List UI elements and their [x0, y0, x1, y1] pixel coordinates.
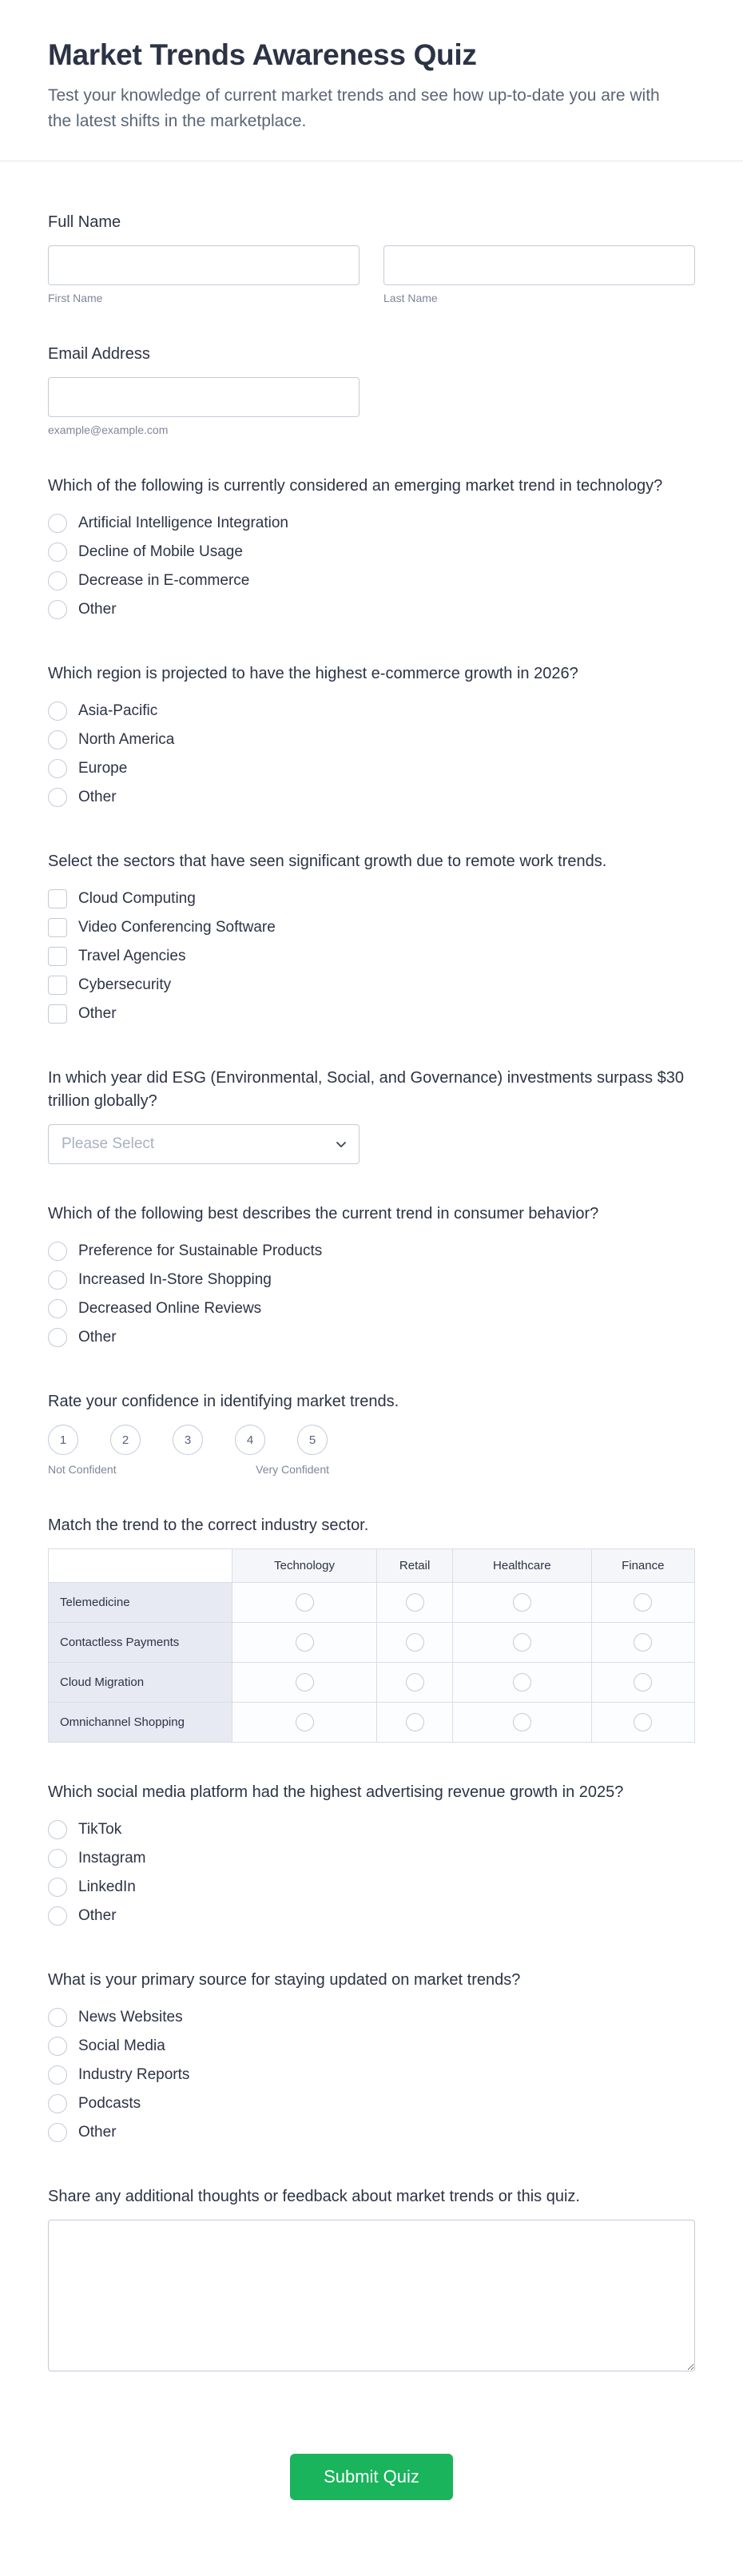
last-name-input[interactable]: [383, 245, 695, 285]
tech-trend-label: Which of the following is currently considered an emerging market trend in technology?: [48, 477, 663, 495]
radio-option[interactable]: [48, 754, 695, 783]
radio-option[interactable]: [48, 1294, 695, 1323]
radio-option[interactable]: [48, 509, 695, 538]
matrix-radio[interactable]: [513, 1593, 531, 1612]
question-ecommerce-region: [48, 662, 695, 812]
matrix-radio[interactable]: [406, 1593, 424, 1612]
radio-button[interactable]: [48, 1906, 67, 1926]
remote-sectors-label: Select the sectors that have seen significant growth due to remote work trends.: [48, 853, 607, 870]
matrix-cell[interactable]: [591, 1703, 694, 1743]
radio-option[interactable]: [48, 1873, 695, 1902]
option-label: Industry Reports: [78, 2066, 190, 2083]
radio-button[interactable]: [48, 571, 67, 590]
option-label: Podcasts: [78, 2095, 141, 2112]
option-label: Instagram: [78, 1850, 146, 1866]
matrix-cell[interactable]: [591, 1663, 694, 1703]
select-placeholder: Please Select: [62, 1135, 155, 1152]
matrix-radio[interactable]: [513, 1673, 531, 1691]
scale-option-4[interactable]: 4: [235, 1425, 265, 1455]
matrix-row: [49, 1623, 695, 1663]
radio-button[interactable]: [48, 1328, 67, 1347]
radio-option[interactable]: [48, 697, 695, 725]
ecommerce-region-label: Which region is projected to have the highest e-commerce growth in 2026?: [48, 665, 578, 682]
radio-option[interactable]: [48, 566, 695, 595]
matrix-radio[interactable]: [296, 1633, 314, 1652]
radio-button[interactable]: [48, 1849, 67, 1868]
matrix-row: [49, 1663, 695, 1703]
email-label: Email Address: [48, 345, 150, 363]
radio-button[interactable]: [48, 2008, 67, 2027]
radio-option[interactable]: [48, 725, 695, 754]
social-platform-label: Which social media platform had the highest advertising revenue growth in 2025?: [48, 1783, 624, 1801]
radio-option[interactable]: [48, 2118, 695, 2147]
matrix-cell[interactable]: [377, 1583, 453, 1623]
option-label: TikTok: [78, 1821, 122, 1838]
option-label: Cybersecurity: [78, 976, 172, 993]
matrix-cell[interactable]: [453, 1703, 591, 1743]
checkbox[interactable]: [48, 1004, 67, 1024]
scale-option-3[interactable]: 3: [173, 1425, 203, 1455]
matrix-row-header: Telemedicine: [49, 1583, 232, 1623]
matrix-cell[interactable]: [377, 1703, 453, 1743]
matrix-column-header: Technology: [232, 1549, 377, 1583]
submit-area: [48, 2414, 695, 2576]
radio-option[interactable]: [48, 1323, 695, 1352]
matrix-row: [49, 1703, 695, 1743]
first-name-input[interactable]: [48, 245, 360, 285]
radio-button[interactable]: [48, 1270, 67, 1290]
radio-button[interactable]: [48, 1878, 67, 1897]
option-label: LinkedIn: [78, 1878, 136, 1895]
radio-button[interactable]: [48, 759, 67, 778]
form-body: [0, 161, 743, 2576]
form-header: [0, 0, 743, 161]
question-feedback: [48, 2185, 695, 2375]
radio-button[interactable]: [48, 2065, 67, 2085]
matrix-radio[interactable]: [634, 1673, 652, 1691]
first-name-sublabel: First Name: [48, 292, 103, 304]
submit-button[interactable]: Submit Quiz: [290, 2454, 453, 2500]
question-consumer-behavior: [48, 1203, 695, 1352]
radio-button[interactable]: [48, 543, 67, 562]
email-sublabel: example@example.com: [48, 423, 169, 436]
radio-button[interactable]: [48, 1820, 67, 1839]
matrix-column-header: Retail: [377, 1549, 453, 1583]
matrix-row-header: Contactless Payments: [49, 1623, 232, 1663]
question-full-name: [48, 211, 695, 304]
radio-option[interactable]: [48, 1844, 695, 1873]
matrix-corner-cell: [49, 1549, 232, 1583]
question-social-platform: [48, 1781, 695, 1930]
question-matrix: [48, 1514, 695, 1743]
full-name-label: Full Name: [48, 213, 121, 231]
checkbox-option[interactable]: [48, 885, 695, 913]
option-label: Preference for Sustainable Products: [78, 1242, 323, 1259]
matrix-radio[interactable]: [513, 1633, 531, 1652]
option-label: Cloud Computing: [78, 890, 196, 907]
radio-option[interactable]: [48, 2003, 695, 2032]
option-label: Europe: [78, 760, 128, 777]
matrix-cell[interactable]: [453, 1583, 591, 1623]
matrix-radio[interactable]: [406, 1633, 424, 1652]
radio-button[interactable]: [48, 1242, 67, 1261]
matrix-row: [49, 1583, 695, 1623]
option-label: Other: [78, 2124, 117, 2141]
radio-option[interactable]: [48, 1237, 695, 1266]
question-tech-trend: [48, 475, 695, 624]
radio-option[interactable]: [48, 2032, 695, 2061]
option-label: Other: [78, 1005, 117, 1022]
matrix-radio[interactable]: [634, 1633, 652, 1652]
radio-option[interactable]: [48, 1266, 695, 1294]
option-label: Travel Agencies: [78, 948, 186, 964]
matrix-cell[interactable]: [591, 1623, 694, 1663]
checkbox-option[interactable]: [48, 1000, 695, 1028]
last-name-sublabel: Last Name: [383, 292, 438, 304]
radio-button[interactable]: [48, 702, 67, 721]
radio-button[interactable]: [48, 1299, 67, 1318]
checkbox[interactable]: [48, 976, 67, 995]
checkbox[interactable]: [48, 918, 67, 937]
esg-year-select[interactable]: [48, 1124, 360, 1164]
matrix-cell[interactable]: [591, 1583, 694, 1623]
matrix-cell[interactable]: [232, 1623, 377, 1663]
radio-option[interactable]: [48, 595, 695, 624]
chevron-down-icon: [335, 1138, 348, 1151]
option-label: Other: [78, 1907, 117, 1924]
matrix-radio[interactable]: [296, 1673, 314, 1691]
option-label: Decrease in E-commerce: [78, 572, 250, 589]
checkbox-option[interactable]: [48, 971, 695, 1000]
question-esg-year: [48, 1067, 695, 1164]
option-label: Artificial Intelligence Integration: [78, 515, 288, 531]
matrix-cell[interactable]: [377, 1663, 453, 1703]
scale-left-label: Not Confident: [48, 1463, 117, 1476]
radio-button[interactable]: [48, 2037, 67, 2056]
option-label: Increased In-Store Shopping: [78, 1271, 272, 1288]
option-label: Decreased Online Reviews: [78, 1300, 262, 1317]
checkbox[interactable]: [48, 947, 67, 966]
radio-option[interactable]: [48, 1902, 695, 1930]
radio-option[interactable]: [48, 2061, 695, 2089]
option-label: Decline of Mobile Usage: [78, 543, 243, 560]
option-label: Other: [78, 789, 117, 805]
radio-option[interactable]: [48, 538, 695, 566]
matrix-cell[interactable]: [377, 1623, 453, 1663]
matrix-radio[interactable]: [513, 1713, 531, 1731]
primary-source-label: What is your primary source for staying updated on market trends?: [48, 1971, 521, 1989]
option-label: News Websites: [78, 2009, 183, 2025]
checkbox[interactable]: [48, 889, 67, 908]
option-label: North America: [78, 731, 175, 748]
matrix-radio[interactable]: [406, 1713, 424, 1731]
radio-button[interactable]: [48, 2123, 67, 2142]
radio-option[interactable]: [48, 2089, 695, 2118]
radio-button[interactable]: [48, 2094, 67, 2113]
option-label: Other: [78, 601, 117, 618]
matrix-row-header: Omnichannel Shopping: [49, 1703, 232, 1743]
scale-option-2[interactable]: 2: [110, 1425, 141, 1455]
matrix-radio[interactable]: [296, 1593, 314, 1612]
question-confidence-scale: [48, 1390, 695, 1476]
radio-button[interactable]: [48, 788, 67, 807]
form-subtitle: Test your knowledge of current market trends and see how up-to-date you are with the latest shifts in the marketplace.: [48, 86, 660, 130]
feedback-label: Share any additional thoughts or feedback about market trends or this quiz.: [48, 2188, 580, 2205]
esg-year-label: In which year did ESG (Environmental, Social, and Governance) investments surpass $30 trillion globally?: [48, 1069, 684, 1110]
matrix-radio[interactable]: [296, 1713, 314, 1731]
radio-option[interactable]: [48, 783, 695, 812]
matrix-row-header: Cloud Migration: [49, 1663, 232, 1703]
matrix-radio[interactable]: [406, 1673, 424, 1691]
option-label: Video Conferencing Software: [78, 919, 276, 936]
consumer-behavior-label: Which of the following best describes the current trend in consumer behavior?: [48, 1205, 599, 1222]
confidence-label: Rate your confidence in identifying market trends.: [48, 1393, 399, 1410]
matrix-cell[interactable]: [232, 1703, 377, 1743]
radio-button[interactable]: [48, 514, 67, 533]
scale-option-5[interactable]: 5: [297, 1425, 328, 1455]
matrix-radio[interactable]: [634, 1713, 652, 1731]
option-label: Asia-Pacific: [78, 702, 158, 719]
page-title: Market Trends Awareness Quiz: [48, 38, 477, 71]
radio-button[interactable]: [48, 730, 67, 749]
matrix-cell[interactable]: [453, 1663, 591, 1703]
scale-option-1[interactable]: 1: [48, 1425, 78, 1455]
option-label: Other: [78, 1329, 117, 1346]
question-remote-sectors: [48, 850, 695, 1028]
matrix-cell[interactable]: [232, 1583, 377, 1623]
matrix-cell[interactable]: [232, 1663, 377, 1703]
matrix-column-header: Finance: [591, 1549, 694, 1583]
matrix-cell[interactable]: [453, 1623, 591, 1663]
matrix-table: [48, 1548, 695, 1743]
radio-button[interactable]: [48, 600, 67, 619]
checkbox-option[interactable]: [48, 913, 695, 942]
option-label: Social Media: [78, 2037, 165, 2054]
matrix-radio[interactable]: [634, 1593, 652, 1612]
matrix-column-header: Healthcare: [453, 1549, 591, 1583]
question-email: [48, 343, 695, 436]
email-input[interactable]: [48, 377, 360, 417]
scale-right-label: Very Confident: [256, 1463, 329, 1476]
rating-scale: [48, 1425, 695, 1455]
checkbox-option[interactable]: [48, 942, 695, 971]
question-primary-source: [48, 1969, 695, 2147]
feedback-textarea[interactable]: [48, 2220, 695, 2371]
matrix-label: Match the trend to the correct industry sector.: [48, 1517, 369, 1534]
radio-option[interactable]: [48, 1815, 695, 1844]
